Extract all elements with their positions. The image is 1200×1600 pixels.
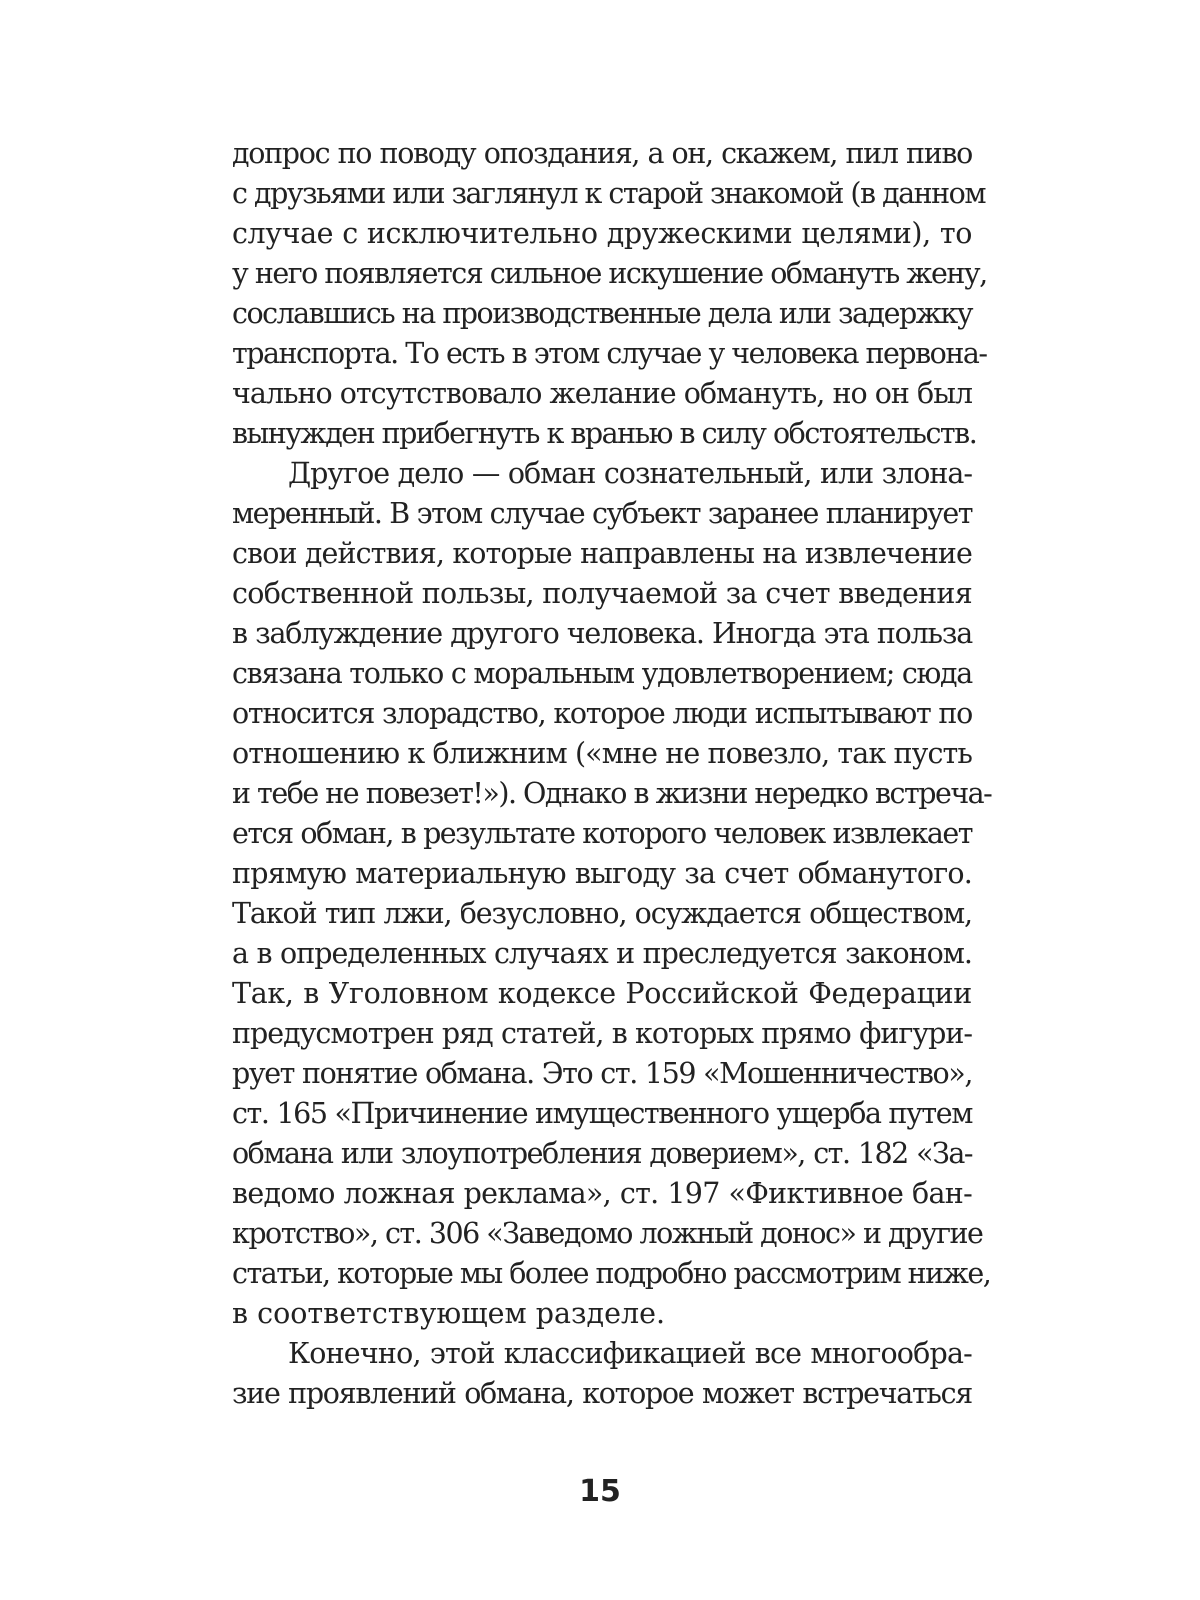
text-line: отношению к ближним («мне не повезло, так пусть xyxy=(232,737,972,770)
text-line: зие проявлений обмана, которое может встречаться xyxy=(232,1377,972,1410)
text-line: Такой тип лжи, безусловно, осуждается обществом, xyxy=(232,897,972,930)
text-line: сославшись на производственные дела или задержку xyxy=(232,297,972,330)
text-line: меренный. В этом случае субъект заранее планирует xyxy=(232,497,972,530)
text-line: Так, в Уголовном кодексе Российской Федерации xyxy=(232,977,972,1010)
text-line: в соответствующем разделе. xyxy=(232,1297,665,1330)
body-text xyxy=(232,134,992,1414)
text-line: и тебе не повезет!»). Однако в жизни нередко встреча- xyxy=(232,777,992,810)
text-line: предусмотрен ряд статей, в которых прямо фигури- xyxy=(232,1017,972,1050)
text-line: прямую материальную выгоду за счет обманутого. xyxy=(232,857,972,890)
text-line: в заблуждение другого человека. Иногда эта польза xyxy=(232,617,972,650)
text-line: случае с исключительно дружескими целями), то xyxy=(232,217,972,250)
paragraph-1 xyxy=(232,134,987,454)
text-line: чально отсутствовало желание обмануть, но он был xyxy=(232,377,972,410)
text-line: собственной пользы, получаемой за счет введения xyxy=(232,577,972,610)
paragraph-3 xyxy=(232,1334,972,1414)
text-line: у него появляется сильное искушение обмануть жену, xyxy=(232,257,987,290)
text-line: обмана или злоупотребления доверием», ст. 182 «За- xyxy=(232,1137,972,1170)
paragraph-2 xyxy=(232,454,992,1334)
text-line: Конечно, этой классификацией все многообра- xyxy=(288,1337,972,1370)
text-line: свои действия, которые направлены на извлечение xyxy=(232,537,972,570)
text-line: ется обман, в результате которого человек извлекает xyxy=(232,817,972,850)
text-line: статьи, которые мы более подробно рассмотрим ниже, xyxy=(232,1257,991,1290)
text-line: ведомо ложная реклама», ст. 197 «Фиктивное бан- xyxy=(232,1177,972,1210)
text-line: относится злорадство, которое люди испытывают по xyxy=(232,697,972,730)
text-line: вынужден прибегнуть к вранью в силу обстоятельств. xyxy=(232,417,977,450)
text-line: связана только с моральным удовлетворением; сюда xyxy=(232,657,972,690)
text-line: транспорта. То есть в этом случае у человека первона- xyxy=(232,337,987,370)
text-line: а в определенных случаях и преследуется законом. xyxy=(232,937,972,970)
text-line: Другое дело — обман сознательный, или злона- xyxy=(288,457,972,490)
text-line: с друзьями или заглянул к старой знакомой (в данном xyxy=(232,177,985,210)
text-line: кротство», ст. 306 «Заведомо ложный донос» и другие xyxy=(232,1217,983,1250)
text-line: ст. 165 «Причинение имущественного ущерба путем xyxy=(232,1097,972,1130)
page-number: 15 xyxy=(579,1474,621,1509)
text-line: допрос по поводу опоздания, а он, скажем, пил пиво xyxy=(232,137,972,170)
text-line: рует понятие обмана. Это ст. 159 «Мошенничество», xyxy=(232,1057,972,1090)
